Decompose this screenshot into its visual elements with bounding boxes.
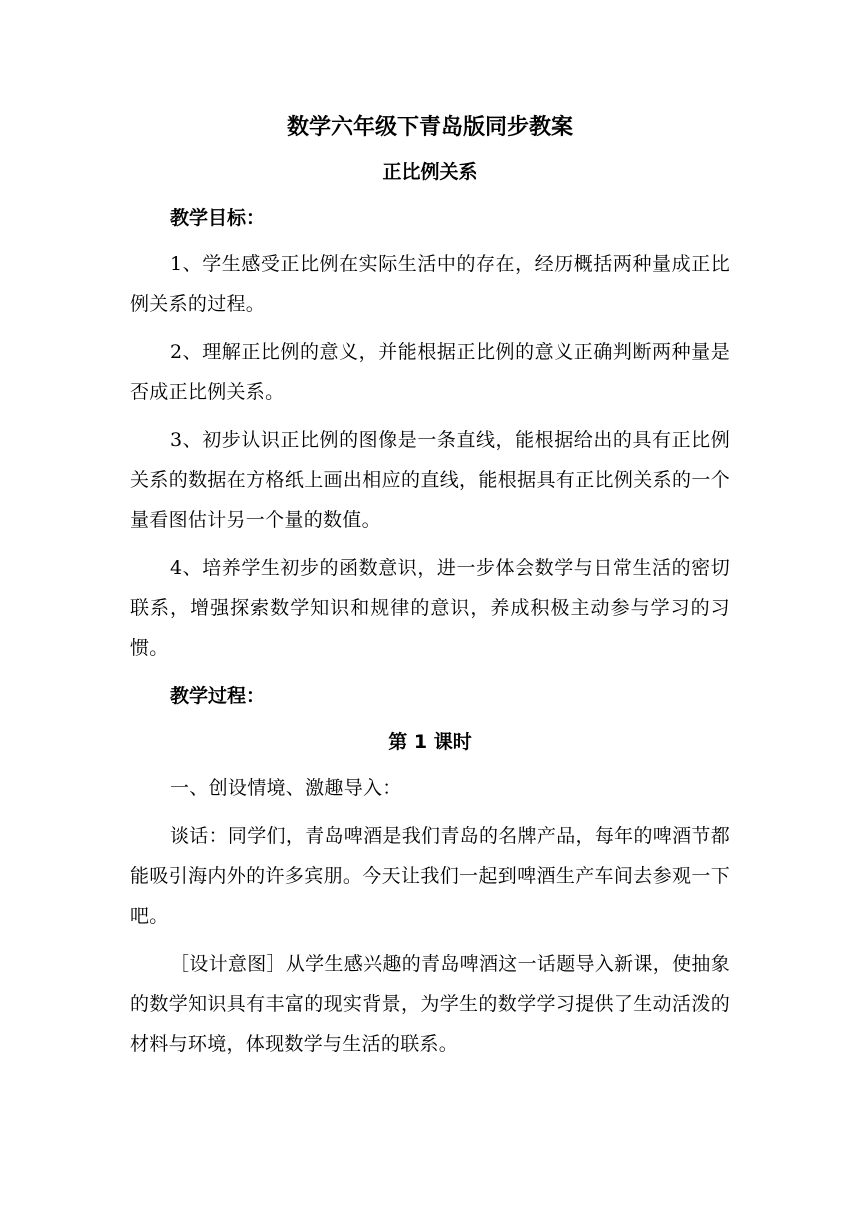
objective-item-3: 3、初步认识正比例的图像是一条直线，能根据给出的具有正比例关系的数据在方格纸上画出相应的直线，能根据具有正比例关系的一个量看图估计另一个量的数值。 [130, 429, 730, 531]
objective-item-4: 4、培养学生初步的函数意识，进一步体会数学与日常生活的密切联系，增强探索数学知识和规律的意识，养成积极主动参与学习的习惯。 [130, 557, 730, 659]
talk-paragraph: 谈话：同学们，青岛啤酒是我们青岛的名牌产品，每年的啤酒节都能吸引海内外的许多宾朋。今天让我们一起到啤酒生产车间去参观一下吧。 [130, 825, 730, 927]
document-subtitle: 正比例关系 [382, 161, 478, 183]
document-title: 数学六年级下青岛版同步教案 [286, 115, 573, 140]
document-content [130, 110, 730, 1064]
objectives-heading: 教学目标： [170, 207, 266, 229]
lesson-heading: 第 1 课时 [388, 731, 472, 753]
section-one-heading: 一、创设情境、激趣导入： [170, 777, 402, 799]
objective-item-2: 2、理解正比例的意义，并能根据正比例的意义正确判断两种量是否成正比例关系。 [130, 341, 730, 403]
process-heading: 教学过程： [170, 685, 266, 707]
design-intent-paragraph: ［设计意图］从学生感兴趣的青岛啤酒这一话题导入新课，使抽象的数学知识具有丰富的现实背景，为学生的数学学习提供了生动活泼的材料与环境，体现数学与生活的联系。 [130, 953, 730, 1055]
objective-item-1: 1、学生感受正比例在实际生活中的存在，经历概括两种量成正比例关系的过程。 [130, 253, 730, 315]
